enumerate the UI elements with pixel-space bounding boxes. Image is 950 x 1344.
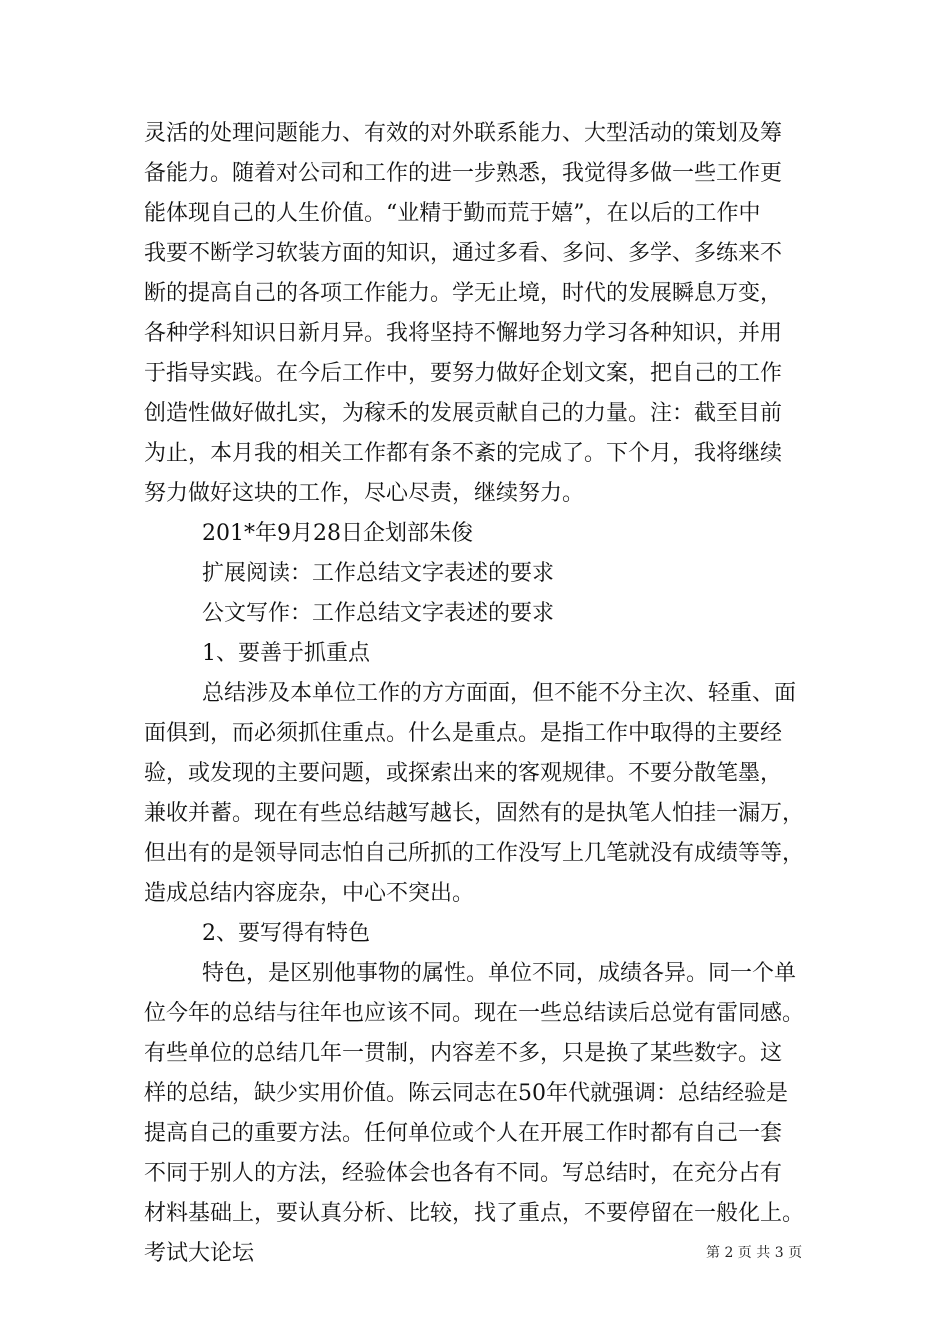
text-line: 但出有的是领导同志怕自己所抓的工作没写上几笔就没有成绩等等，: [144, 841, 805, 866]
text-line: 灵活的处理问题能力、有效的对外联系能力、大型活动的策划及筹: [144, 121, 783, 146]
text-line: 有些单位的总结几年一贯制，内容差不多，只是换了某些数字。这: [144, 1041, 783, 1066]
official-writing-title: 公文写作：工作总结文字表述的要求: [202, 601, 555, 626]
text-line: 各种学科知识日新月异。我将坚持不懈地努力学习各种知识，并用: [144, 321, 783, 346]
text-line: 我要不断学习软装方面的知识，通过多看、多问、多学、多练来不: [144, 241, 783, 266]
text-line: 创造性做好做扎实，为稼禾的发展贡献自己的力量。注：截至目前: [144, 401, 783, 426]
text-line: 于指导实践。在今后工作中，要努力做好企划文案，把自己的工作: [144, 361, 783, 386]
text-line: 验，或发现的主要问题，或探索出来的客观规律。不要分散笔墨，: [144, 761, 783, 786]
text-line: 材料基础上，要认真分析、比较，找了重点，不要停留在一般化上。: [144, 1201, 805, 1226]
signature-date-line: 201*年9月28日企划部朱俊: [202, 521, 473, 546]
text-line: 面俱到，而必须抓住重点。什么是重点。是指工作中取得的主要经: [144, 721, 783, 746]
page-number: 第 2 页 共 3 页: [706, 1245, 803, 1261]
text-line: 位今年的总结与往年也应该不同。现在一些总结读后总觉有雷同感。: [144, 1001, 805, 1026]
text-line: 造成总结内容庞杂，中心不突出。: [144, 881, 475, 906]
document-body: [144, 114, 812, 1274]
section-heading-2: 2、要写得有特色: [202, 921, 370, 946]
text-line: 总结涉及本单位工作的方方面面，但不能不分主次、轻重、面: [202, 681, 797, 706]
text-line: 样的总结，缺少实用价值。陈云同志在50年代就强调：总结经验是: [144, 1081, 788, 1106]
text-line: 提高自己的重要方法。任何单位或个人在开展工作时都有自己一套: [144, 1121, 783, 1146]
text-line: 兼收并蓄。现在有些总结越写越长，固然有的是执笔人怕挂一漏万，: [144, 801, 805, 826]
text-line: 为止，本月我的相关工作都有条不紊的完成了。下个月，我将继续: [144, 441, 783, 466]
extended-reading-title: 扩展阅读：工作总结文字表述的要求: [202, 561, 555, 586]
section-heading-1: 1、要善于抓重点: [202, 641, 370, 666]
text-line: 考试大论坛: [144, 1241, 255, 1266]
text-line: 能体现自己的人生价值。“业精于勤而荒于嬉”，在以后的工作中: [144, 201, 761, 226]
text-line: 断的提高自己的各项工作能力。学无止境，时代的发展瞬息万变，: [144, 281, 783, 306]
text-line: 备能力。随着对公司和工作的进一步熟悉，我觉得多做一些工作更: [144, 161, 783, 186]
text-line: 不同于别人的方法，经验体会也各有不同。写总结时，在充分占有: [144, 1161, 783, 1186]
text-line: 努力做好这块的工作，尽心尽责，继续努力。: [144, 481, 585, 506]
text-line: 特色，是区别他事物的属性。单位不同，成绩各异。同一个单: [202, 961, 797, 986]
